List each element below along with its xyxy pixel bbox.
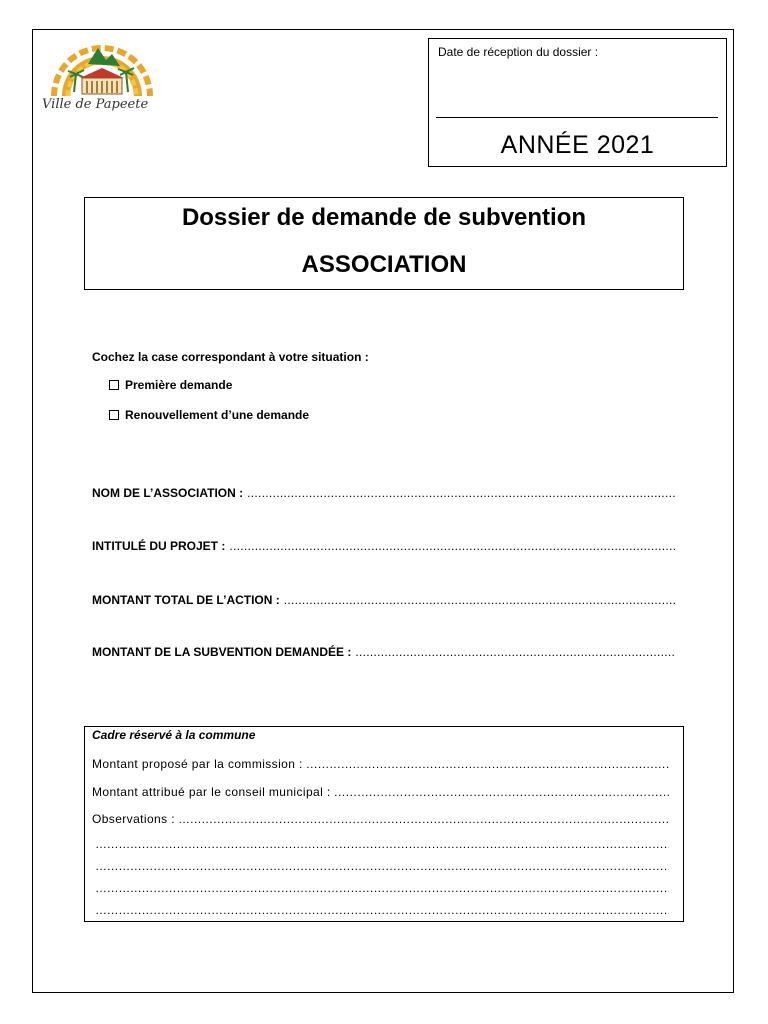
line-label: Montant attribué par le conseil municipal : [92,785,331,799]
page-title: Dossier de demande de subvention [181,204,587,231]
field-intitule-projet[interactable] [92,539,676,553]
checkbox-icon[interactable] [109,380,119,390]
commune-line-blank[interactable] [92,881,669,895]
field-label: INTITULÉ DU PROJET : [92,539,226,553]
field-dotted-line[interactable] [284,593,676,607]
reception-date-line[interactable] [436,117,718,118]
logo-text: Ville de Papeete [42,97,149,112]
dotted-line[interactable] [95,837,669,851]
commune-reserved-box [84,726,684,922]
field-dotted-line[interactable] [247,486,676,500]
field-montant-total[interactable] [92,593,676,607]
commune-line-blank[interactable] [92,837,669,851]
page-subtitle: ASSOCIATION [301,251,467,278]
field-label: MONTANT DE LA SUBVENTION DEMANDÉE : [92,645,352,659]
option-renouvellement[interactable] [109,408,309,422]
year-label: ANNÉE 2021 [500,131,655,159]
commune-box-title: Cadre réservé à la commune [92,728,256,742]
checkbox-icon[interactable] [109,410,119,420]
dotted-line[interactable] [334,785,669,799]
dotted-line[interactable] [95,881,669,895]
field-label: MONTANT TOTAL DE L’ACTION : [92,593,280,607]
commune-line-blank[interactable] [92,903,669,917]
field-montant-subvention[interactable] [92,645,676,659]
commune-line-commission[interactable] [92,757,669,771]
field-label: NOM DE L’ASSOCIATION : [92,486,244,500]
commune-line-conseil[interactable] [92,785,669,799]
commune-line-observations[interactable] [92,812,669,826]
dotted-line[interactable] [95,859,669,873]
reception-label: Date de réception du dossier : [438,45,599,59]
title-box [84,197,684,290]
dotted-line[interactable] [178,812,669,826]
option-label: Première demande [125,378,233,392]
option-label: Renouvellement d’une demande [125,408,310,422]
situation-instruction: Cochez la case correspondant à votre situation : [92,350,369,364]
option-premiere-demande[interactable] [109,378,232,392]
field-nom-association[interactable] [92,486,676,500]
commune-line-blank[interactable] [92,859,669,873]
field-dotted-line[interactable] [229,539,676,553]
dotted-line[interactable] [95,903,669,917]
dotted-line[interactable] [306,757,669,771]
town-hall-icon [80,68,124,94]
line-label: Observations : [92,812,175,826]
reception-box [428,38,727,167]
line-label: Montant proposé par la commission : [92,757,303,771]
field-dotted-line[interactable] [355,645,676,659]
